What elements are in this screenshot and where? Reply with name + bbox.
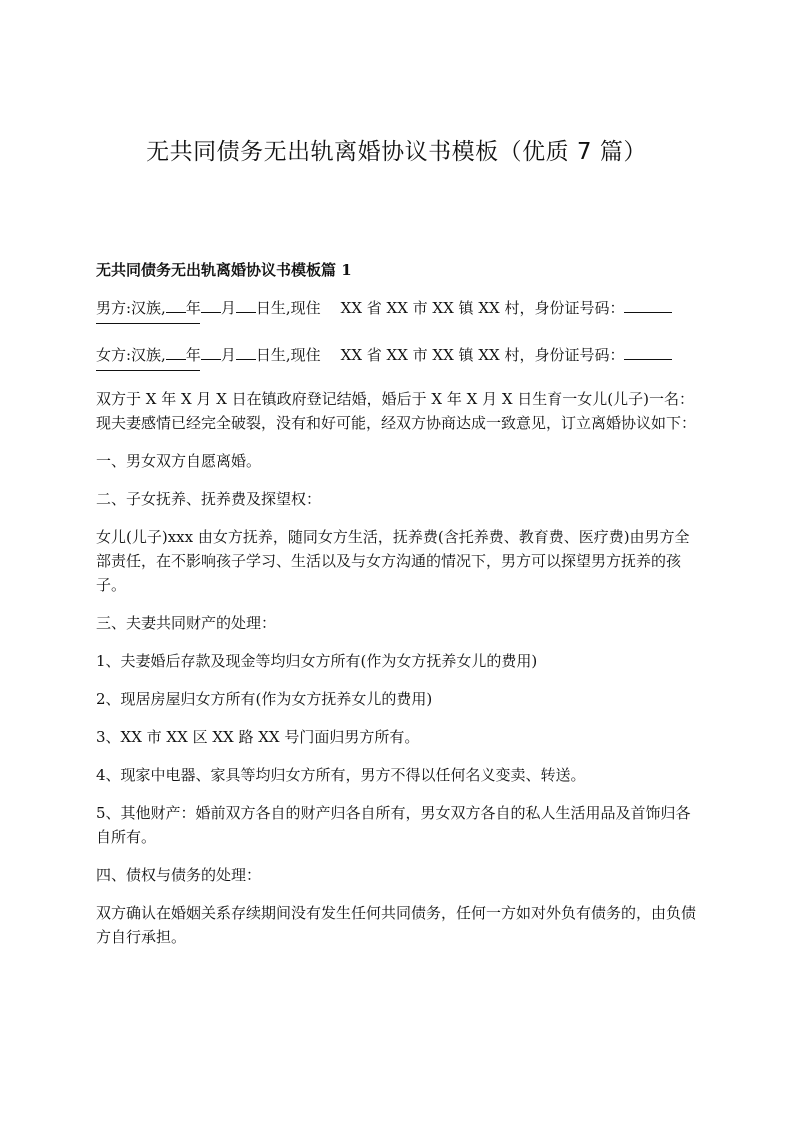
birth-month-blank — [201, 296, 221, 313]
property-item-1: 1、夫妻婚后存款及现金等均归女方所有(作为女方抚养女儿的费用) — [96, 652, 538, 670]
birth-month-blank — [201, 343, 221, 360]
property-item-2: 2、现居房屋归女方所有(作为女方抚养女儿的费用) — [96, 690, 433, 708]
document-title: 无共同债务无出轨离婚协议书模板（优质 7 篇） — [146, 139, 647, 165]
section-heading: 无共同债务无出轨离婚协议书模板篇 1 — [96, 261, 352, 279]
month-label: 月 — [220, 299, 236, 317]
year-label: 年 — [185, 299, 201, 317]
property-item-5: 5、其他财产：婚前双方各自的财产归各自所有，男女双方各自的私人生活用品及首饰归各自所有。 — [96, 804, 691, 846]
id-number-blank-continued — [96, 370, 200, 371]
birth-day-blank — [236, 296, 256, 313]
clause-2-body: 女儿(儿子)xxx 由女方抚养，随同女方生活，抚养费(含托养费、教育费、医疗费)由男方全部责任，在不影响孩子学习、生活以及与女方沟通的情况下，男方可以探望男方抚养的孩子。 — [96, 528, 690, 594]
year-label: 年 — [185, 346, 201, 364]
male-party-address: XX 省 XX 市 XX 镇 XX 村，身份证号码： — [340, 299, 625, 317]
clause-1-divorce: 一、男女双方自愿离婚。 — [96, 452, 262, 470]
property-item-3: 3、XX 市 XX 区 XX 路 XX 号门面归男方所有。 — [96, 728, 420, 746]
birth-year-blank — [166, 296, 186, 313]
property-item-4: 4、现家中电器、家具等均归女方所有，男方不得以任何名义变卖、转送。 — [96, 766, 586, 784]
day-suffix: 日生,现住 — [255, 299, 321, 317]
day-suffix: 日生,现住 — [255, 346, 321, 364]
id-number-blank — [624, 296, 672, 313]
clause-4-heading: 四、债权与债务的处理： — [96, 866, 262, 884]
clause-3-heading: 三、夫妻共同财产的处理： — [96, 614, 277, 632]
female-party-prefix: 女方:汉族, — [96, 346, 166, 364]
month-label: 月 — [220, 346, 236, 364]
document-body — [96, 258, 702, 963]
male-party-prefix: 男方:汉族, — [96, 299, 166, 317]
birth-day-blank — [236, 343, 256, 360]
female-party-address: XX 省 XX 市 XX 镇 XX 村，身份证号码： — [340, 346, 625, 364]
clause-2-heading: 二、子女抚养、抚养费及探望权： — [96, 490, 322, 508]
male-party-line — [96, 293, 702, 324]
id-number-blank-continued — [96, 323, 200, 324]
birth-year-blank — [166, 343, 186, 360]
female-party-line — [96, 340, 702, 371]
marriage-statement: 双方于 X 年 X 月 X 日在镇政府登记结婚，婚后于 X 年 X 月 X 日生育一女儿(儿子)一名：现夫妻感情已经完全破裂，没有和好可能，经双方协商达成一致意见，订立离婚协议如下： — [96, 390, 697, 432]
clause-4-body: 双方确认在婚姻关系存续期间没有发生任何共同债务，任何一方如对外负有债务的，由负债方自行承担。 — [96, 904, 697, 946]
id-number-blank — [624, 343, 672, 360]
